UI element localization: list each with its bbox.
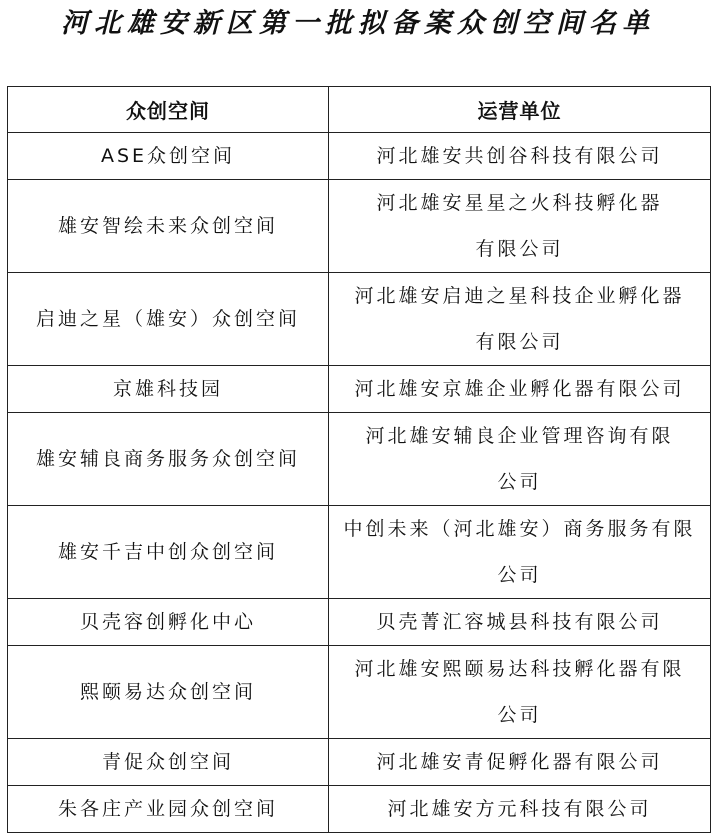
operator-line: 公司 <box>497 471 542 493</box>
operator-cell <box>329 273 711 366</box>
operator-cell <box>329 506 711 599</box>
operator-line: 河北雄安青促孵化器有限公司 <box>376 751 663 773</box>
space-name-cell: 雄安智绘未来众创空间 <box>8 180 329 273</box>
space-name-cell: ASE众创空间 <box>8 133 329 180</box>
operator-cell <box>329 366 711 413</box>
operator-cell <box>329 646 711 739</box>
maker-space-table <box>7 86 711 833</box>
operator-line: 河北雄安星星之火科技孵化器 <box>376 192 663 214</box>
table-row <box>8 646 711 739</box>
operator-cell <box>329 786 711 833</box>
space-name-cell: 雄安千吉中创众创空间 <box>8 506 329 599</box>
operator-cell <box>329 413 711 506</box>
operator-line: 河北雄安方元科技有限公司 <box>387 798 652 820</box>
space-name-cell: 朱各庄产业园众创空间 <box>8 786 329 833</box>
space-name-cell: 京雄科技园 <box>8 366 329 413</box>
space-name-cell: 熙颐易达众创空间 <box>8 646 329 739</box>
table-row <box>8 180 711 273</box>
operator-line: 河北雄安启迪之星科技企业孵化器 <box>354 285 685 307</box>
table-row <box>8 273 711 366</box>
table-row <box>8 413 711 506</box>
table-row <box>8 599 711 646</box>
table-header-row <box>8 87 711 133</box>
operator-line: 有限公司 <box>475 331 564 353</box>
operator-cell <box>329 599 711 646</box>
operator-line: 公司 <box>497 564 542 586</box>
table-row <box>8 133 711 180</box>
table-row <box>8 739 711 786</box>
page-title: 河北雄安新区第一批拟备案众创空间名单 <box>61 8 655 39</box>
table-row <box>8 786 711 833</box>
table-row <box>8 366 711 413</box>
operator-line: 贝壳菁汇容城县科技有限公司 <box>376 611 663 633</box>
operator-cell <box>329 180 711 273</box>
operator-line: 河北雄安辅良企业管理咨询有限 <box>365 425 674 447</box>
column-header-space: 众创空间 <box>8 87 329 133</box>
operator-line: 河北雄安共创谷科技有限公司 <box>376 145 663 167</box>
operator-line: 有限公司 <box>475 238 564 260</box>
operator-line: 河北雄安熙颐易达科技孵化器有限 <box>354 658 685 680</box>
column-header-operator: 运营单位 <box>329 87 711 133</box>
operator-cell <box>329 739 711 786</box>
table-row <box>8 506 711 599</box>
operator-line: 河北雄安京雄企业孵化器有限公司 <box>354 378 685 400</box>
operator-line: 公司 <box>497 704 542 726</box>
operator-cell <box>329 133 711 180</box>
operator-line: 中创未来（河北雄安）商务服务有限 <box>343 518 696 540</box>
space-name-cell: 启迪之星（雄安）众创空间 <box>8 273 329 366</box>
space-name-cell: 贝壳容创孵化中心 <box>8 599 329 646</box>
space-name-cell: 雄安辅良商务服务众创空间 <box>8 413 329 506</box>
space-name-cell: 青促众创空间 <box>8 739 329 786</box>
